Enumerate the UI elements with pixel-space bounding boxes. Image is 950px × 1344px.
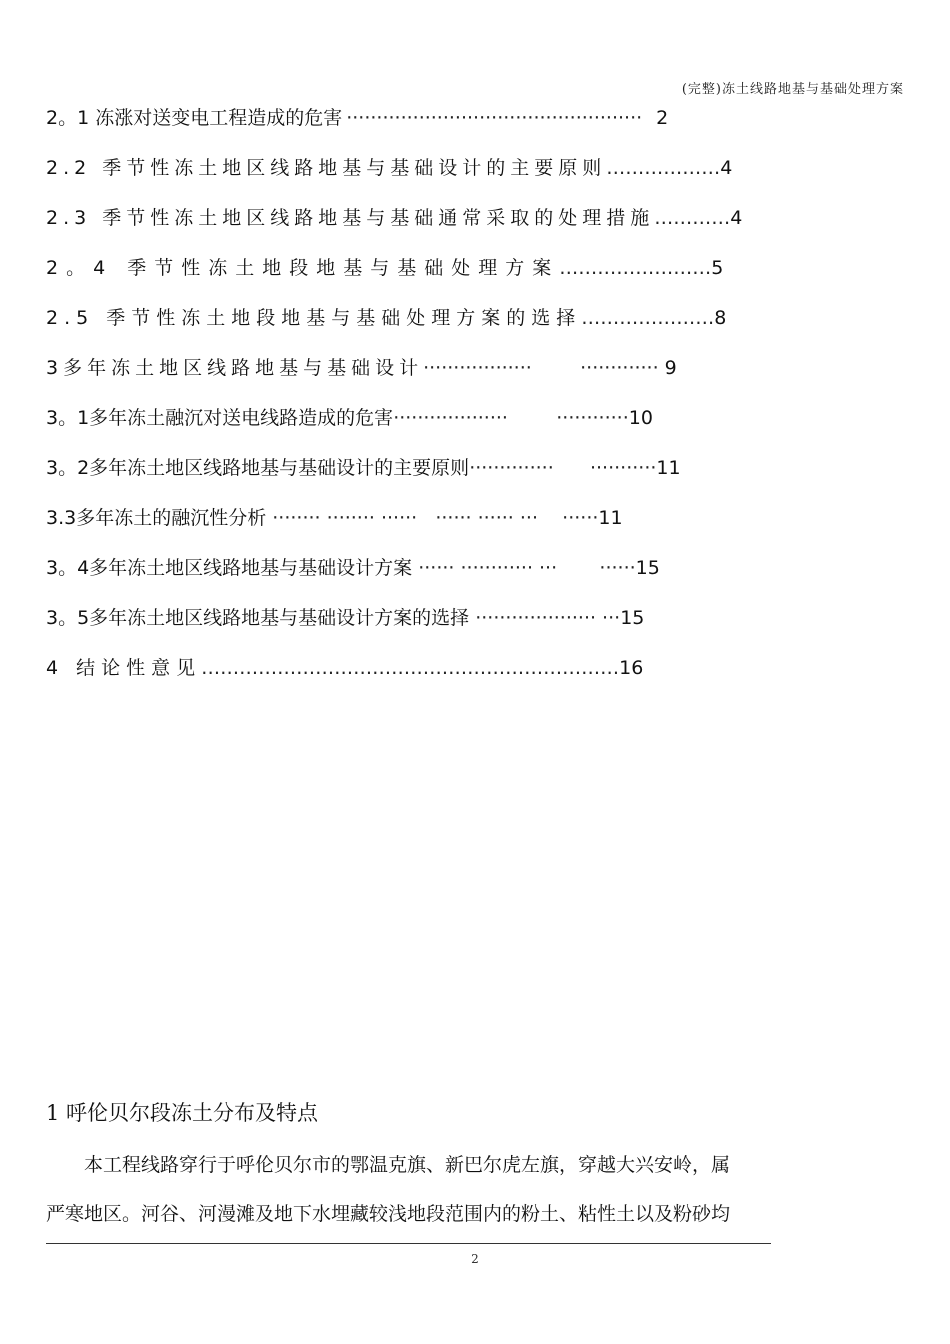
toc-page-number: 4	[730, 207, 743, 229]
toc-dot-leader: ······ ············ ··· ······	[412, 557, 636, 579]
toc-entry-title: 3。4多年冻土地区线路地基与基础设计方案	[46, 557, 413, 579]
page-number: 2	[471, 1252, 479, 1266]
toc-entry-2-3[interactable]	[46, 203, 742, 233]
toc-entry-title: 3。2多年冻土地区线路地基与基础设计的主要原则	[46, 457, 470, 479]
toc-entry-3-3[interactable]	[46, 503, 623, 533]
toc-dot-leader: …………	[654, 207, 731, 229]
toc-entry-title: 3。5多年冻土地区线路地基与基础设计方案的选择	[46, 607, 470, 629]
toc-entry-3-1[interactable]	[46, 403, 653, 433]
toc-dot-leader: …………………	[581, 307, 715, 329]
toc-entry-4[interactable]	[46, 653, 643, 683]
toc-dot-leader: ···················· ···	[469, 607, 621, 629]
toc-page-number: 15	[620, 607, 645, 629]
toc-entry-2-1[interactable]	[46, 103, 668, 133]
toc-entry-title: 2.2 季节性冻土地区线路地基与基础设计的主要原则	[46, 157, 607, 179]
toc-entry-title: 3多年冻土地区线路地基与基础设计	[46, 357, 424, 379]
running-header: (完整)冻土线路地基与基础处理方案	[681, 82, 904, 97]
toc-dot-leader: …………………………………………………………	[201, 657, 620, 679]
body-paragraph-line: 严寒地区。河谷、河漫滩及地下水埋藏较浅地段范围内的粉土、粘性土以及粉砂均	[46, 1203, 731, 1225]
toc-dot-leader: ·············· ···········	[469, 457, 657, 479]
toc-dot-leader: ··················· ············	[393, 407, 629, 429]
toc-entry-title: 3。1多年冻土融沉对送电线路造成的危害	[46, 407, 394, 429]
toc-dot-leader: ……………………	[559, 257, 712, 279]
body-paragraph-line: 本工程线路穿行于呼伦贝尔市的鄂温克旗、新巴尔虎左旗，穿越大兴安岭，属	[46, 1154, 731, 1176]
toc-entry-3-5[interactable]	[46, 603, 644, 633]
toc-dot-leader: ·················· ·············	[423, 357, 659, 379]
toc-entry-3-2[interactable]	[46, 453, 681, 483]
toc-page-number: 5	[711, 257, 724, 279]
section-heading: 1 呼伦贝尔段冻土分布及特点	[46, 1101, 319, 1125]
toc-page-number: 11	[598, 507, 623, 529]
toc-page-number: 10	[628, 407, 653, 429]
toc-entry-2-4[interactable]	[46, 253, 723, 283]
toc-entry-title: 2。1 冻涨对送变电工程造成的危害	[46, 107, 343, 129]
toc-entry-2-5[interactable]	[46, 303, 726, 333]
toc-entry-title: 2.3 季节性冻土地区线路地基与基础通常采取的处理措施	[46, 207, 655, 229]
toc-entry-title: 2.5 季节性冻土地段地基与基础处理方案的选择	[46, 307, 582, 329]
toc-page-number: 2	[656, 107, 669, 129]
toc-page-number: 9	[664, 357, 677, 379]
toc-entry-3-4[interactable]	[46, 553, 660, 583]
toc-page-number: 15	[635, 557, 660, 579]
toc-entry-title: 2。4 季节性冻土地段地基与基础处理方案	[46, 257, 560, 279]
toc-dot-leader: ·················································	[346, 107, 643, 129]
toc-entry-title: 4 结论性意见	[46, 657, 202, 679]
toc-page-number: 4	[720, 157, 733, 179]
toc-page-number: 11	[656, 457, 681, 479]
toc-dot-leader: ········ ········ ······ ······ ······ ··· ······	[266, 507, 599, 529]
toc-page-number: 8	[714, 307, 727, 329]
toc-entry-2-2[interactable]	[46, 153, 732, 183]
toc-entry-title: 3.3多年冻土的融沉性分析	[46, 507, 267, 529]
footer-divider	[46, 1243, 771, 1244]
toc-entry-3[interactable]	[46, 353, 677, 383]
toc-dot-leader: ………………	[606, 157, 721, 179]
toc-page-number: 16	[619, 657, 644, 679]
